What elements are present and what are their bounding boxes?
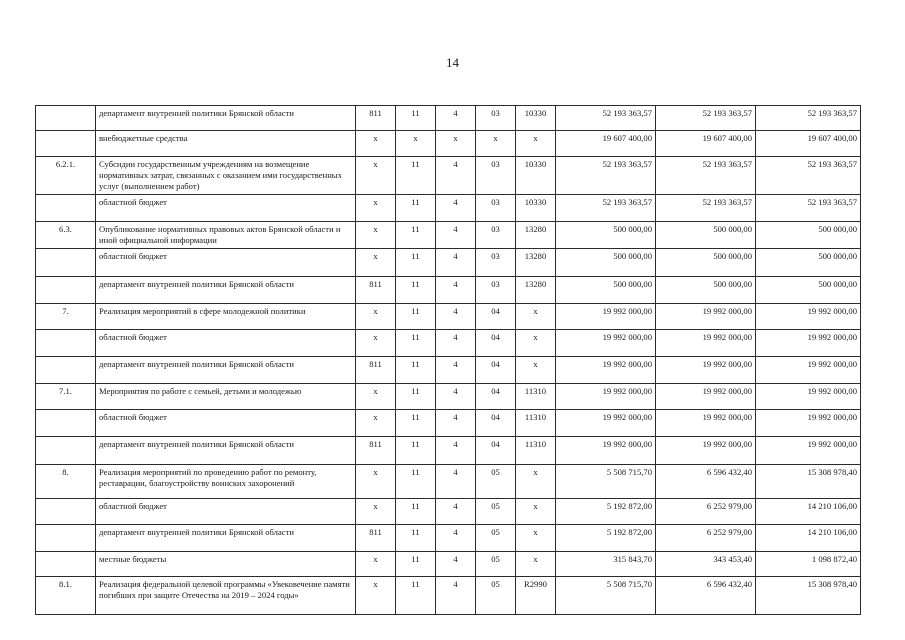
direction-code-cell: х bbox=[516, 499, 556, 525]
page-number: 14 bbox=[446, 55, 459, 70]
section-code-cell: 11 bbox=[396, 106, 436, 131]
amount-year2-cell: 52 193 363,57 bbox=[656, 195, 756, 222]
row-number-cell: 6.3. bbox=[36, 222, 96, 249]
direction-code-cell: 13280 bbox=[516, 277, 556, 304]
direction-code-cell: х bbox=[516, 465, 556, 499]
admin-code-cell: 811 bbox=[356, 437, 396, 465]
target-code-cell: 03 bbox=[476, 106, 516, 131]
table-row bbox=[36, 277, 861, 304]
amount-year1-cell: 19 992 000,00 bbox=[556, 304, 656, 330]
row-name-cell: Субсидии государственным учреждениям на возмещение нормативных затрат, связанных с оказанием ими государственных услуг (выполнением работ) bbox=[96, 157, 356, 195]
direction-code-cell: х bbox=[516, 330, 556, 357]
amount-year2-cell: 52 193 363,57 bbox=[656, 106, 756, 131]
row-name-cell: департамент внутренней политики Брянской области bbox=[96, 277, 356, 304]
admin-code-cell: х bbox=[356, 410, 396, 437]
table-row bbox=[36, 437, 861, 465]
target-code-cell: 04 bbox=[476, 410, 516, 437]
row-number-cell bbox=[36, 106, 96, 131]
subsection-code-cell: 4 bbox=[436, 277, 476, 304]
amount-year3-cell: 19 607 400,00 bbox=[756, 131, 861, 157]
amount-year3-cell: 500 000,00 bbox=[756, 249, 861, 277]
target-code-cell: 04 bbox=[476, 304, 516, 330]
section-code-cell: 11 bbox=[396, 304, 436, 330]
amount-year1-cell: 315 843,70 bbox=[556, 552, 656, 577]
table-row bbox=[36, 357, 861, 384]
admin-code-cell: х bbox=[356, 304, 396, 330]
row-name-cell: областной бюджет bbox=[96, 499, 356, 525]
target-code-cell: 04 bbox=[476, 330, 516, 357]
row-name-cell: Опубликование нормативных правовых актов Брянской области и иной официальной информации bbox=[96, 222, 356, 249]
row-name-cell: внебюджетные средства bbox=[96, 131, 356, 157]
table-row bbox=[36, 577, 861, 615]
amount-year3-cell: 19 992 000,00 bbox=[756, 437, 861, 465]
section-code-cell: 11 bbox=[396, 357, 436, 384]
amount-year2-cell: 6 252 979,00 bbox=[656, 525, 756, 552]
amount-year1-cell: 52 193 363,57 bbox=[556, 195, 656, 222]
subsection-code-cell: 4 bbox=[436, 437, 476, 465]
row-number-cell bbox=[36, 437, 96, 465]
amount-year3-cell: 19 992 000,00 bbox=[756, 330, 861, 357]
target-code-cell: 03 bbox=[476, 249, 516, 277]
section-code-cell: 11 bbox=[396, 330, 436, 357]
subsection-code-cell: 4 bbox=[436, 222, 476, 249]
amount-year1-cell: 500 000,00 bbox=[556, 277, 656, 304]
direction-code-cell: 13280 bbox=[516, 222, 556, 249]
row-name-cell: областной бюджет bbox=[96, 249, 356, 277]
admin-code-cell: х bbox=[356, 249, 396, 277]
section-code-cell: 11 bbox=[396, 577, 436, 615]
amount-year1-cell: 19 992 000,00 bbox=[556, 437, 656, 465]
amount-year3-cell: 15 308 978,40 bbox=[756, 465, 861, 499]
amount-year3-cell: 52 193 363,57 bbox=[756, 106, 861, 131]
section-code-cell: 11 bbox=[396, 222, 436, 249]
row-name-cell: департамент внутренней политики Брянской области bbox=[96, 106, 356, 131]
subsection-code-cell: 4 bbox=[436, 106, 476, 131]
subsection-code-cell: 4 bbox=[436, 249, 476, 277]
section-code-cell: х bbox=[396, 131, 436, 157]
target-code-cell: 03 bbox=[476, 195, 516, 222]
direction-code-cell: 11310 bbox=[516, 384, 556, 410]
amount-year2-cell: 500 000,00 bbox=[656, 249, 756, 277]
section-code-cell: 11 bbox=[396, 410, 436, 437]
direction-code-cell: х bbox=[516, 552, 556, 577]
direction-code-cell: х bbox=[516, 525, 556, 552]
amount-year1-cell: 500 000,00 bbox=[556, 222, 656, 249]
amount-year1-cell: 5 192 872,00 bbox=[556, 525, 656, 552]
row-number-cell: 7. bbox=[36, 304, 96, 330]
amount-year2-cell: 500 000,00 bbox=[656, 222, 756, 249]
amount-year1-cell: 19 992 000,00 bbox=[556, 410, 656, 437]
admin-code-cell: х bbox=[356, 577, 396, 615]
target-code-cell: х bbox=[476, 131, 516, 157]
direction-code-cell: R2990 bbox=[516, 577, 556, 615]
amount-year2-cell: 6 596 432,40 bbox=[656, 465, 756, 499]
row-number-cell bbox=[36, 330, 96, 357]
admin-code-cell: х bbox=[356, 330, 396, 357]
target-code-cell: 04 bbox=[476, 384, 516, 410]
row-number-cell: 8. bbox=[36, 465, 96, 499]
row-name-cell: Реализация мероприятий по проведению работ по ремонту, реставрации, благоустройству воинских захоронений bbox=[96, 465, 356, 499]
subsection-code-cell: 4 bbox=[436, 157, 476, 195]
target-code-cell: 03 bbox=[476, 277, 516, 304]
amount-year3-cell: 500 000,00 bbox=[756, 277, 861, 304]
direction-code-cell: х bbox=[516, 357, 556, 384]
amount-year1-cell: 52 193 363,57 bbox=[556, 106, 656, 131]
subsection-code-cell: 4 bbox=[436, 330, 476, 357]
target-code-cell: 03 bbox=[476, 157, 516, 195]
row-number-cell bbox=[36, 357, 96, 384]
subsection-code-cell: 4 bbox=[436, 465, 476, 499]
section-code-cell: 11 bbox=[396, 157, 436, 195]
row-name-cell: Реализация федеральной целевой программы «Увековечение памяти погибших при защите Отечества на 2019 – 2024 годы» bbox=[96, 577, 356, 615]
target-code-cell: 05 bbox=[476, 577, 516, 615]
amount-year2-cell: 19 992 000,00 bbox=[656, 304, 756, 330]
amount-year2-cell: 19 607 400,00 bbox=[656, 131, 756, 157]
subsection-code-cell: х bbox=[436, 131, 476, 157]
amount-year1-cell: 19 607 400,00 bbox=[556, 131, 656, 157]
direction-code-cell: х bbox=[516, 304, 556, 330]
amount-year3-cell: 19 992 000,00 bbox=[756, 410, 861, 437]
table-row bbox=[36, 249, 861, 277]
table-row bbox=[36, 157, 861, 195]
row-name-cell: областной бюджет bbox=[96, 410, 356, 437]
admin-code-cell: х bbox=[356, 131, 396, 157]
subsection-code-cell: 4 bbox=[436, 499, 476, 525]
admin-code-cell: х bbox=[356, 465, 396, 499]
target-code-cell: 04 bbox=[476, 357, 516, 384]
subsection-code-cell: 4 bbox=[436, 410, 476, 437]
amount-year3-cell: 14 210 106,00 bbox=[756, 499, 861, 525]
section-code-cell: 11 bbox=[396, 437, 436, 465]
admin-code-cell: 811 bbox=[356, 277, 396, 304]
section-code-cell: 11 bbox=[396, 249, 436, 277]
subsection-code-cell: 4 bbox=[436, 195, 476, 222]
amount-year2-cell: 19 992 000,00 bbox=[656, 330, 756, 357]
amount-year3-cell: 1 098 872,40 bbox=[756, 552, 861, 577]
row-number-cell bbox=[36, 552, 96, 577]
amount-year2-cell: 19 992 000,00 bbox=[656, 384, 756, 410]
table-row bbox=[36, 330, 861, 357]
amount-year3-cell: 14 210 106,00 bbox=[756, 525, 861, 552]
admin-code-cell: х bbox=[356, 157, 396, 195]
row-name-cell: Мероприятия по работе с семьей, детьми и молодежью bbox=[96, 384, 356, 410]
section-code-cell: 11 bbox=[396, 499, 436, 525]
direction-code-cell: 11310 bbox=[516, 437, 556, 465]
admin-code-cell: х bbox=[356, 499, 396, 525]
subsection-code-cell: 4 bbox=[436, 304, 476, 330]
admin-code-cell: 811 bbox=[356, 106, 396, 131]
admin-code-cell: х bbox=[356, 552, 396, 577]
subsection-code-cell: 4 bbox=[436, 357, 476, 384]
section-code-cell: 11 bbox=[396, 384, 436, 410]
table-row bbox=[36, 552, 861, 577]
section-code-cell: 11 bbox=[396, 552, 436, 577]
amount-year3-cell: 19 992 000,00 bbox=[756, 384, 861, 410]
amount-year1-cell: 19 992 000,00 bbox=[556, 384, 656, 410]
amount-year2-cell: 19 992 000,00 bbox=[656, 410, 756, 437]
row-number-cell bbox=[36, 277, 96, 304]
direction-code-cell: 11310 bbox=[516, 410, 556, 437]
table-row bbox=[36, 410, 861, 437]
table-row bbox=[36, 304, 861, 330]
target-code-cell: 03 bbox=[476, 222, 516, 249]
row-number-cell bbox=[36, 525, 96, 552]
amount-year2-cell: 52 193 363,57 bbox=[656, 157, 756, 195]
target-code-cell: 05 bbox=[476, 499, 516, 525]
row-name-cell: местные бюджеты bbox=[96, 552, 356, 577]
section-code-cell: 11 bbox=[396, 277, 436, 304]
target-code-cell: 04 bbox=[476, 437, 516, 465]
amount-year1-cell: 500 000,00 bbox=[556, 249, 656, 277]
row-number-cell bbox=[36, 195, 96, 222]
amount-year3-cell: 19 992 000,00 bbox=[756, 357, 861, 384]
section-code-cell: 11 bbox=[396, 525, 436, 552]
target-code-cell: 05 bbox=[476, 465, 516, 499]
direction-code-cell: 10330 bbox=[516, 106, 556, 131]
row-number-cell bbox=[36, 131, 96, 157]
direction-code-cell: х bbox=[516, 131, 556, 157]
row-number-cell: 6.2.1. bbox=[36, 157, 96, 195]
row-name-cell: областной бюджет bbox=[96, 330, 356, 357]
table-body bbox=[36, 106, 861, 615]
target-code-cell: 05 bbox=[476, 552, 516, 577]
amount-year2-cell: 6 596 432,40 bbox=[656, 577, 756, 615]
admin-code-cell: х bbox=[356, 195, 396, 222]
subsection-code-cell: 4 bbox=[436, 525, 476, 552]
table-row bbox=[36, 131, 861, 157]
section-code-cell: 11 bbox=[396, 465, 436, 499]
table-row bbox=[36, 106, 861, 131]
admin-code-cell: х bbox=[356, 384, 396, 410]
subsection-code-cell: 4 bbox=[436, 384, 476, 410]
table-row bbox=[36, 195, 861, 222]
amount-year3-cell: 52 193 363,57 bbox=[756, 195, 861, 222]
amount-year2-cell: 19 992 000,00 bbox=[656, 437, 756, 465]
table-row bbox=[36, 384, 861, 410]
table-row bbox=[36, 499, 861, 525]
amount-year3-cell: 52 193 363,57 bbox=[756, 157, 861, 195]
budget-table bbox=[35, 105, 861, 615]
subsection-code-cell: 4 bbox=[436, 552, 476, 577]
table-row bbox=[36, 222, 861, 249]
amount-year1-cell: 5 508 715,70 bbox=[556, 577, 656, 615]
admin-code-cell: 811 bbox=[356, 525, 396, 552]
amount-year3-cell: 500 000,00 bbox=[756, 222, 861, 249]
amount-year2-cell: 500 000,00 bbox=[656, 277, 756, 304]
row-number-cell bbox=[36, 499, 96, 525]
amount-year1-cell: 5 508 715,70 bbox=[556, 465, 656, 499]
row-number-cell: 7.1. bbox=[36, 384, 96, 410]
amount-year3-cell: 19 992 000,00 bbox=[756, 304, 861, 330]
row-name-cell: Реализация мероприятий в сфере молодежной политики bbox=[96, 304, 356, 330]
amount-year1-cell: 19 992 000,00 bbox=[556, 357, 656, 384]
direction-code-cell: 10330 bbox=[516, 157, 556, 195]
direction-code-cell: 10330 bbox=[516, 195, 556, 222]
amount-year2-cell: 6 252 979,00 bbox=[656, 499, 756, 525]
amount-year3-cell: 15 308 978,40 bbox=[756, 577, 861, 615]
amount-year2-cell: 19 992 000,00 bbox=[656, 357, 756, 384]
amount-year1-cell: 19 992 000,00 bbox=[556, 330, 656, 357]
section-code-cell: 11 bbox=[396, 195, 436, 222]
table-row bbox=[36, 525, 861, 552]
row-number-cell: 8.1. bbox=[36, 577, 96, 615]
row-name-cell: департамент внутренней политики Брянской области bbox=[96, 437, 356, 465]
row-name-cell: областной бюджет bbox=[96, 195, 356, 222]
row-name-cell: департамент внутренней политики Брянской области bbox=[96, 357, 356, 384]
amount-year2-cell: 343 453,40 bbox=[656, 552, 756, 577]
admin-code-cell: 811 bbox=[356, 357, 396, 384]
row-name-cell: департамент внутренней политики Брянской области bbox=[96, 525, 356, 552]
amount-year1-cell: 5 192 872,00 bbox=[556, 499, 656, 525]
target-code-cell: 05 bbox=[476, 525, 516, 552]
direction-code-cell: 13280 bbox=[516, 249, 556, 277]
row-number-cell bbox=[36, 249, 96, 277]
subsection-code-cell: 4 bbox=[436, 577, 476, 615]
row-number-cell bbox=[36, 410, 96, 437]
amount-year1-cell: 52 193 363,57 bbox=[556, 157, 656, 195]
admin-code-cell: х bbox=[356, 222, 396, 249]
table-row bbox=[36, 465, 861, 499]
